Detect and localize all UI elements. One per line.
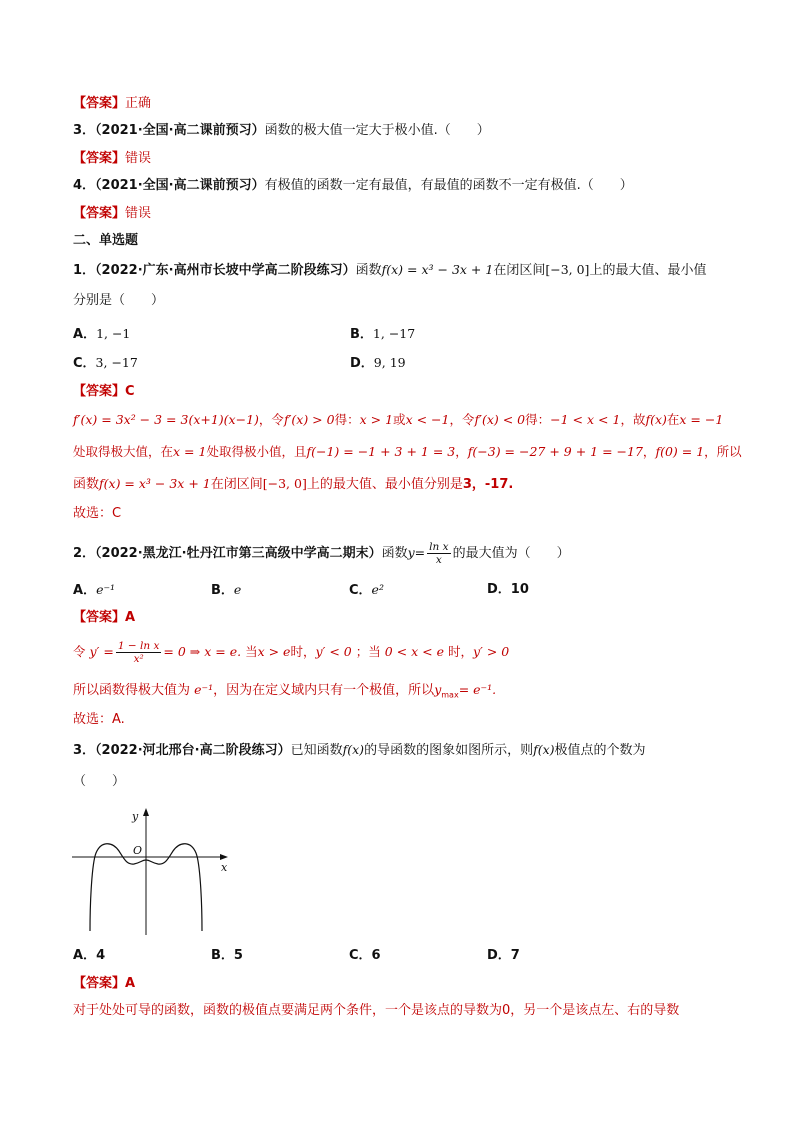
question-source: （2022·河北邢台·高二阶段练习） (95, 743, 291, 758)
answer-line-prev2 (73, 95, 151, 113)
x-axis-label: x (221, 861, 228, 874)
solution-result: 3，-17. (462, 477, 514, 492)
question-number: 3． (73, 123, 96, 138)
formula: y (434, 682, 442, 697)
q2-stem-line (73, 541, 570, 566)
q1-answer-line (73, 383, 135, 401)
formula: y= (407, 545, 426, 560)
q1-solution-line3 (73, 475, 513, 494)
y-axis-label: y (132, 810, 139, 823)
option-label: D． (487, 948, 511, 963)
formula: −1 < x < 1 (550, 412, 621, 427)
fraction-numerator: ln x (429, 541, 449, 553)
formula: x > 1 (359, 412, 394, 427)
formula: y′ > 0 (472, 644, 510, 659)
answer-tag: 【答案】 (73, 206, 126, 221)
formula: = e⁻¹. (458, 682, 497, 697)
answer-tag: 【答案】 (73, 96, 126, 111)
solution-text: 得： (525, 412, 551, 427)
section-title: 二、单选题 (73, 233, 139, 248)
option-label: A． (73, 948, 97, 963)
option-label: B． (211, 948, 234, 963)
formula: y′ = (89, 644, 114, 659)
option-label: C． (349, 583, 372, 598)
option-value: 1, −17 (372, 326, 416, 341)
formula: x = 1 (173, 444, 207, 459)
option-value: e (233, 582, 242, 597)
formula: f(x) = x³ − 3x + 1 (381, 262, 494, 277)
q1-option-d (350, 354, 406, 373)
solution-text: 令 (73, 644, 86, 659)
formula: 0 < x < e (384, 644, 444, 659)
q1-option-b (350, 325, 415, 344)
formula: f(0) = 1 (655, 444, 705, 459)
question-source: （2021·全国·高二课前预习） (95, 178, 265, 193)
q3-stem-line2: （ ） (73, 774, 126, 789)
solution-text: ，所以 (704, 444, 742, 459)
solution-text: 函数 (73, 477, 100, 492)
option-value: 1, −1 (96, 326, 131, 341)
x-axis-arrow (220, 854, 228, 860)
question-source: （2022·广东·高州市长坡中学高二阶段练习） (95, 263, 356, 278)
q1-choose-line: 故选：C (73, 506, 122, 521)
q1-option-a (73, 325, 130, 344)
q2-option-d (487, 581, 529, 599)
solution-text: 上的最大值、最小值分别是 (306, 477, 463, 492)
answer-tag: 【答案】 (73, 151, 126, 166)
answer-text: 错误 (125, 151, 152, 166)
q2-option-c (349, 581, 384, 600)
option-value: 6 (371, 948, 381, 963)
option-label: C． (73, 356, 96, 371)
formula: = 0 ⇒ x = e. (163, 644, 242, 659)
option-value: 4 (96, 948, 106, 963)
option-value: e⁻¹ (96, 582, 116, 597)
q3-option-b (211, 947, 243, 965)
option-label: A． (73, 327, 97, 342)
solution-text: ，令 (449, 412, 475, 427)
q2-option-b (211, 581, 241, 600)
origin-label: O (133, 844, 143, 857)
formula: f′(x) < 0 (474, 412, 526, 427)
question-text: 函数的极大值一定大于极小值.（ ） (264, 123, 490, 138)
formula: f(x) (533, 742, 555, 757)
solution-text: ；当 (355, 644, 381, 659)
solution-text: 所以函数得极大值为 (73, 683, 191, 698)
solution-text: 处取得极小值，且 (206, 444, 307, 459)
formula: x = −1 (679, 412, 724, 427)
answer-text: A (125, 610, 136, 625)
option-label: C． (349, 948, 372, 963)
derivative-graph (68, 805, 238, 937)
option-value: 9, 19 (373, 355, 406, 370)
question-source: （2021·全国·高二课前预习） (95, 123, 265, 138)
stem-text: 的最大值为（ ） (452, 546, 570, 561)
question-prev4 (73, 177, 633, 195)
stem-text: 已知函数 (290, 743, 343, 758)
option-label: D． (350, 356, 374, 371)
question-text: 有极值的函数一定有最值，有最值的函数不一定有极值.（ ） (264, 178, 633, 193)
option-label: A． (73, 583, 97, 598)
formula: f′(x) = 3x² − 3 = 3(x+1)(x−1) (73, 412, 259, 427)
solution-text: ，故 (620, 412, 646, 427)
question-number: 1． (73, 263, 96, 278)
y-axis-arrow (143, 808, 149, 816)
fraction-numerator: 1 − ln x (117, 640, 160, 652)
solution-text: 或 (393, 412, 406, 427)
formula: f(−1) = −1 + 3 + 1 = 3 (306, 444, 456, 459)
question-prev3 (73, 122, 490, 140)
question-number: 3． (73, 743, 96, 758)
solution-text: 在 (666, 412, 680, 427)
solution-text: 处取得极大值，在 (73, 444, 174, 459)
q2-option-a (73, 581, 115, 600)
formula-subscript: max (441, 690, 459, 700)
fraction-denominator: x² (116, 652, 162, 665)
q3-explanation-line: 对于处处可导的函数，函数的极值点要满足两个条件，一个是该点的导数为0，另一个是该点左、右的导数 (73, 1003, 680, 1018)
solution-text: 时， (447, 644, 473, 659)
solution-text: ，令 (258, 412, 284, 427)
q1-stem-line2: 分别是（ ） (73, 293, 165, 308)
answer-tag: 【答案】 (73, 384, 126, 399)
solution-text: 当 (245, 644, 258, 659)
answer-text: A (125, 976, 136, 991)
q1-solution-line2: 处取得极大值，在x = 1处取得极小值，且f(−1) = −1 + 3 + 1 = 3，f(−3) = −27 + 9 + 1 = −17，f(0) = 1，所以 (73, 444, 742, 459)
formula: [−3, 0] (262, 476, 307, 491)
formula: x < −1 (405, 412, 450, 427)
formula: f(−3) = −27 + 9 + 1 = −17 (467, 444, 643, 459)
q3-option-d (487, 947, 520, 965)
stem-text: 函数 (355, 263, 382, 278)
q3-option-a (73, 947, 105, 965)
q3-option-c (349, 947, 381, 965)
q2-solution-line2 (73, 681, 496, 705)
formula: x > e (257, 644, 291, 659)
option-label: B． (211, 583, 234, 598)
q2-answer-line (73, 609, 135, 627)
q3-answer-line (73, 975, 135, 993)
answer-line-prev3 (73, 150, 151, 168)
stem-text: 上的最大值、最小值 (589, 263, 707, 278)
formula: f(x) = x³ − 3x + 1 (99, 476, 211, 491)
answer-text: 错误 (125, 206, 152, 221)
solution-text: 时， (290, 644, 316, 659)
option-value: 3, −17 (95, 355, 138, 370)
formula: f(x) (342, 742, 365, 757)
stem-text: 函数 (381, 546, 408, 561)
q2-choose-line: 故选：A. (73, 712, 125, 727)
answer-tag: 【答案】 (73, 610, 126, 625)
option-value: e² (371, 582, 384, 597)
option-value: 5 (233, 948, 243, 963)
stem-text: 极值点的个数为 (554, 743, 646, 758)
formula: y′ < 0 (315, 644, 352, 659)
answer-tag: 【答案】 (73, 976, 126, 991)
q1-stem-line1 (73, 261, 706, 280)
solution-text: 得： (334, 412, 360, 427)
q3-stem-line1 (73, 741, 646, 760)
q1-option-c (73, 354, 138, 373)
q1-solution-line1 (73, 411, 723, 429)
option-value: 10 (510, 582, 529, 597)
solution-text: 在闭区间 (210, 477, 263, 492)
option-label: D． (487, 582, 511, 597)
q2-solution-line1 (73, 640, 509, 665)
question-number: 4． (73, 178, 96, 193)
fraction (116, 640, 162, 665)
formula: e⁻¹ (194, 682, 214, 697)
answer-text: C (125, 384, 135, 399)
formula: f(x) (645, 412, 667, 427)
formula: [−3, 0] (545, 262, 590, 277)
option-label: B． (350, 327, 373, 342)
stem-text: 的导函数的图象如图所示，则 (364, 743, 534, 758)
formula: f′(x) > 0 (283, 412, 335, 427)
question-number: 2． (73, 546, 96, 561)
answer-text: 正确 (125, 96, 152, 111)
solution-text: ，因为在定义域内只有一个极值，所以 (213, 683, 435, 698)
question-source: （2022·黑龙江·牡丹江市第三高级中学高二期末） (95, 546, 382, 561)
stem-text: 在闭区间 (493, 263, 546, 278)
fraction-denominator: x (427, 553, 450, 566)
fraction (427, 541, 450, 566)
option-value: 7 (510, 948, 520, 963)
answer-line-prev4 (73, 205, 151, 223)
